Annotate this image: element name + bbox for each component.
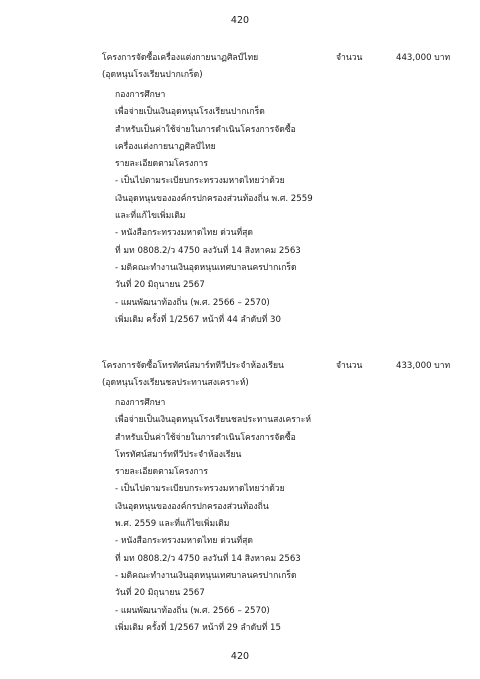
detail-line: เพิ่มเติม ครั้งที่ 1/2567 หน้าที่ 29 ลำดับที่ 15 (115, 622, 281, 633)
detail-line: - เป็นไปตามระเบียบกระทรวงมหาดไทยว่าด้วย (115, 176, 285, 187)
project-details (115, 87, 313, 329)
detail-line: วันที่ 20 มิถุนายน 2567 (115, 588, 205, 599)
detail-line: กองการศึกษา (115, 90, 166, 100)
detail-line: - มติคณะทำงานเงินอุดหนุนเทศบาลนครปากเกร็ด (115, 570, 297, 581)
detail-line: เพิ่มเติม ครั้งที่ 1/2567 หน้าที่ 44 ลำดับที่ 30 (115, 314, 281, 325)
project-title: โครงการจัดซื้อโทรทัศน์สมาร์ททีวีประจำห้องเรียน (102, 361, 284, 371)
detail-line: รายละเอียดตามโครงการ (115, 159, 208, 170)
project-amount: 433,000 บาท (396, 361, 451, 371)
detail-line: เพื่อจ่ายเป็นเงินอุดหนุนโรงเรียนชลประทานสงเคราะห์ (115, 415, 311, 426)
detail-line: รายละเอียดตามโครงการ (115, 467, 208, 478)
project-subtitle: (อุดหนุนโรงเรียนปากเกร็ด) (102, 70, 203, 80)
project-details (115, 395, 311, 637)
quantity-label: จำนวน (336, 361, 363, 371)
page-number-top: 420 (230, 15, 250, 26)
detail-line: เงินอุดหนุนขององค์กรปกครองส่วนท้องถิ่น พ.ศ. 2559 (115, 193, 313, 204)
detail-line: กองการศึกษา (115, 398, 166, 408)
detail-line: เพื่อจ่ายเป็นเงินอุดหนุนโรงเรียนปากเกร็ด (115, 107, 265, 118)
detail-line: เงินอุดหนุนขององค์กรปกครองส่วนท้องถิ่น (115, 501, 269, 512)
project-title: โครงการจัดซื้อเครื่องแต่งกายนาฏศิลป์ไทย (102, 53, 259, 63)
quantity-label: จำนวน (336, 53, 363, 63)
detail-line: - มติคณะทำงานเงินอุดหนุนเทศบาลนครปากเกร็ด (115, 262, 297, 273)
detail-line: โทรทัศน์สมาร์ททีวีประจำห้องเรียน (115, 449, 242, 460)
detail-line: - หนังสือกระทรวงมหาดไทย ด่วนที่สุด (115, 536, 253, 547)
detail-line: วันที่ 20 มิถุนายน 2567 (115, 280, 205, 291)
detail-line: สำหรับเป็นค่าใช้จ่ายในการดำเนินโครงการจัดซื้อ (115, 432, 296, 443)
detail-line: ที่ มท 0808.2/ว 4750 ลงวันที่ 14 สิงหาคม 2563 (115, 245, 301, 256)
project-amount: 443,000 บาท (396, 53, 451, 63)
detail-line: - เป็นไปตามระเบียบกระทรวงมหาดไทยว่าด้วย (115, 484, 285, 495)
detail-line: และที่แก้ไขเพิ่มเติม (115, 211, 186, 222)
detail-line: สำหรับเป็นค่าใช้จ่ายในการดำเนินโครงการจัดซื้อ (115, 124, 296, 135)
detail-line: - แผนพัฒนาท้องถิ่น (พ.ศ. 2566 – 2570) (115, 605, 270, 616)
project-subtitle: (อุดหนุนโรงเรียนชลประทานสงเคราะห์) (102, 378, 249, 388)
page-number-bottom: 420 (230, 651, 250, 662)
detail-line: พ.ศ. 2559 และที่แก้ไขเพิ่มเติม (115, 519, 230, 530)
detail-line: เครื่องแต่งกายนาฏศิลป์ไทย (115, 141, 216, 152)
detail-line: ที่ มท 0808.2/ว 4750 ลงวันที่ 14 สิงหาคม 2563 (115, 553, 301, 564)
detail-line: - หนังสือกระทรวงมหาดไทย ด่วนที่สุด (115, 228, 253, 239)
detail-line: - แผนพัฒนาท้องถิ่น (พ.ศ. 2566 – 2570) (115, 297, 270, 308)
